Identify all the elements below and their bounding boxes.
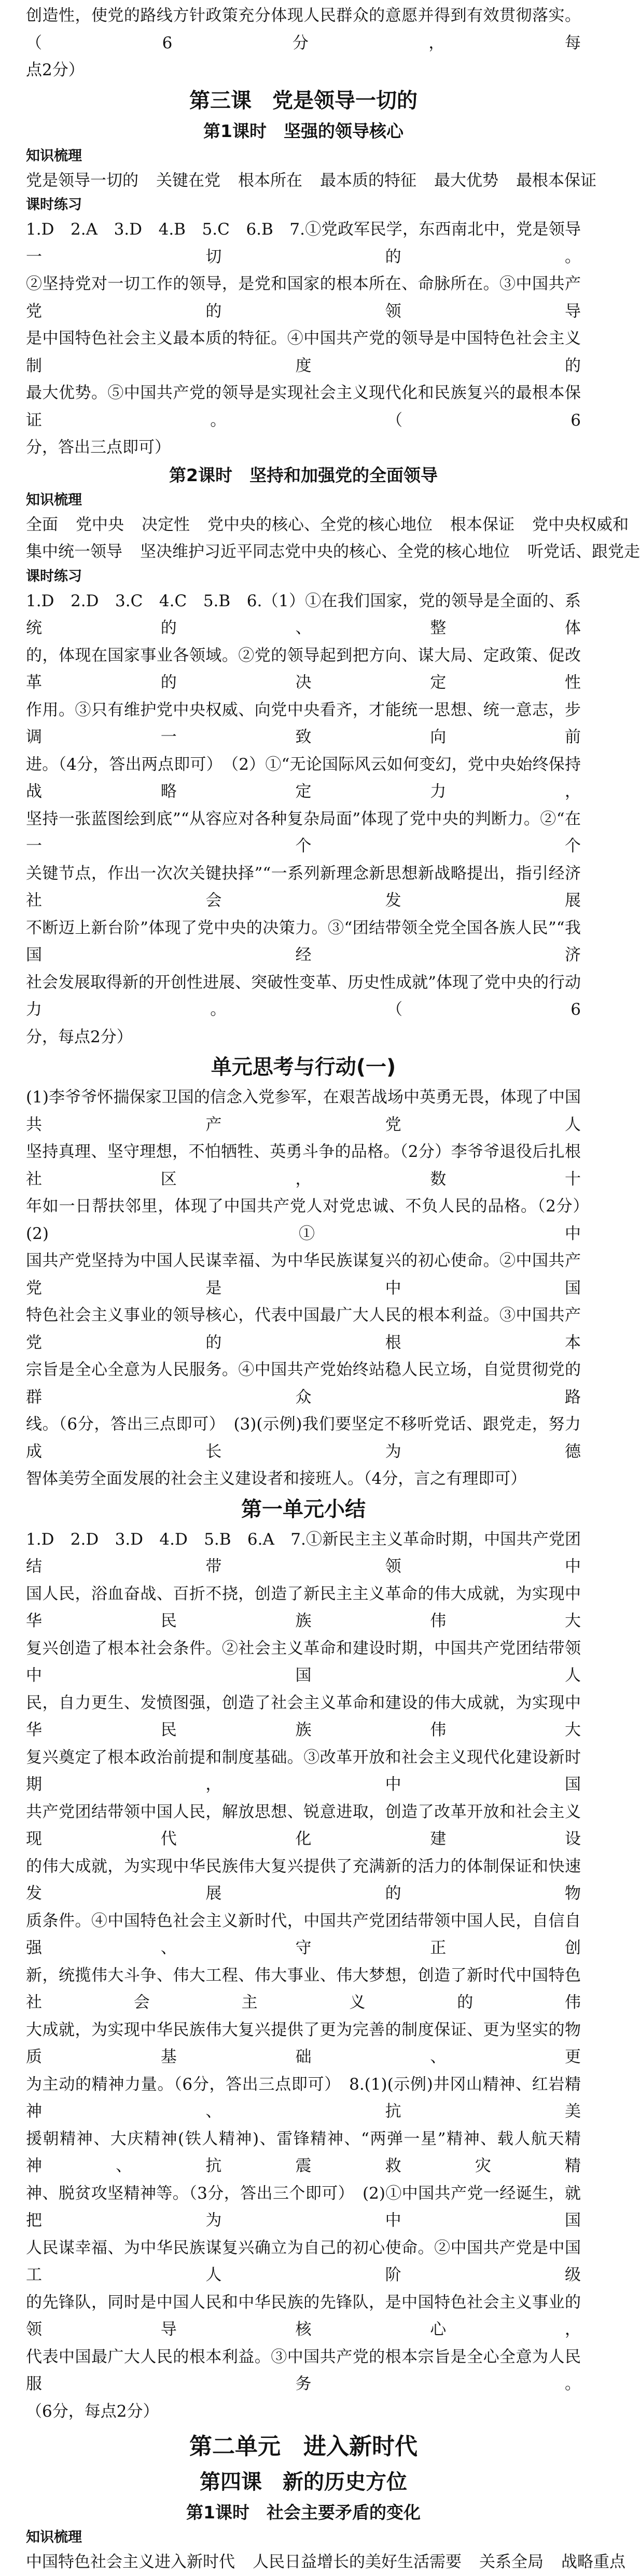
text-line: 关键节点，作出一次次关键抉择”“一系列新理念新思想新战略提出，指引经济社会发展 xyxy=(26,864,581,910)
text-line: 的，体现在国家事业各领域。②党的领导起到把方向、谋大局、定政策、促改革的决定性 xyxy=(26,646,581,692)
keyword: 人民日益增长的美好生活需要 xyxy=(253,2553,462,2571)
text-line: 的伟大成就，为实现中华民族伟大复兴提供了充满新的活力的体制保证和快速发展的物 xyxy=(26,1857,581,1903)
keyword: 听党话、跟党走 xyxy=(527,542,640,561)
keyword: 中国特色社会主义进入新时代 xyxy=(26,2553,235,2571)
lesson-3-period-1-title: 第1课时 坚强的领导核心 xyxy=(203,120,404,141)
text-line: 复兴创造了根本社会条件。②社会主义革命和建设时期，中国共产党团结带领中国人 xyxy=(26,1639,581,1685)
lesson-3-title: 第三课 党是领导一切的 xyxy=(189,88,418,113)
text-line: 坚持真理、坚守理想，不怕牺牲、英勇斗争的品格。（2分）李爷爷退役后扎根社区，数十 xyxy=(26,1142,581,1189)
keyword: 党中央权威和 xyxy=(532,515,629,534)
lesson-3-period-2-title: 第2课时 坚持和加强党的全面领导 xyxy=(169,465,438,485)
text-line: （6分，每点2分） xyxy=(26,2402,159,2421)
keyword-row xyxy=(26,538,640,566)
text-line: 人民谋幸福、为中华民族谋复兴确立为自己的初心使命。②中国共产党是中国工人阶级 xyxy=(26,2238,581,2284)
text-line: 坚持一张蓝图绘到底”“从容应对各种复杂局面”体现了党中央的判断力。②“在一个个 xyxy=(26,809,581,855)
keyword: 坚决维护习近平同志党中央的核心、全党的核心地位 xyxy=(140,542,510,561)
knowledge-review-label: 知识梳理 xyxy=(26,147,82,164)
text-line: 代表中国最广大人民的根本利益。③中国共产党的根本宗旨是全心全意为人民服务。 xyxy=(26,2347,581,2393)
keyword: 最本质的特征 xyxy=(320,171,416,190)
text-line: 质条件。④中国特色社会主义新时代，中国共产党团结带领中国人民，自信自强、守正创 xyxy=(26,1911,581,1957)
keyword: 最大优势 xyxy=(434,171,498,190)
keyword: 党中央 xyxy=(76,515,124,534)
keyword: 根本所在 xyxy=(238,171,302,190)
text-line: 国人民，浴血奋战、百折不挠，创造了新民主主义革命的伟大成就，为实现中华民族伟大 xyxy=(26,1584,581,1630)
text-line: 民，自力更生、发愤图强，创造了社会主义革命和建设的伟大成就，为实现中华民族伟大 xyxy=(26,1693,581,1739)
knowledge-review-label: 知识梳理 xyxy=(26,2529,82,2545)
keyword: 党是领导一切的 xyxy=(26,171,138,190)
knowledge-review-label: 知识梳理 xyxy=(26,492,82,508)
text-line: 的先锋队，同时是中国人民和中华民族的先锋队，是中国特色社会主义事业的领导核心， xyxy=(26,2293,581,2339)
text-line: 1.D 2.A 3.D 4.B 5.C 6.B 7.①党政军民学，东西南北中，党是领导一切的。 xyxy=(26,220,581,266)
text-line: 不断迈上新台阶”体现了党中央的决策力。③“团结带领全党全国各族人民”“我国经济 xyxy=(26,918,581,964)
text-line: 创造性，使党的路线方针政策充分体现人民群众的意愿并得到有效贯彻落实。（6分，每 xyxy=(26,6,581,52)
text-line: 线。（6分，答出三点即可） (3)(示例)我们要坚定不移听党话、跟党走，努力成长为德 xyxy=(26,1415,581,1461)
keyword: 决定性 xyxy=(142,515,190,534)
unit-summary-title: 第一单元小结 xyxy=(241,1497,366,1521)
keyword: 集中统一领导 xyxy=(26,542,122,561)
lesson-4-period-1-title: 第1课时 社会主要矛盾的变化 xyxy=(186,2502,421,2523)
text-line: 新，统揽伟大斗争、伟大工程、伟大事业、伟大梦想，创造了新时代中国特色社会主义的伟 xyxy=(26,1966,581,2012)
knowledge-keywords xyxy=(26,2548,625,2576)
unit-think-answers xyxy=(26,1084,597,1493)
knowledge-keywords xyxy=(26,511,640,566)
knowledge-keywords xyxy=(26,167,596,195)
text-line: 为主动的精神力量。（6分，答出三点即可） 8.(1)(示例)井冈山精神、红岩精神、抗美 xyxy=(26,2075,581,2121)
text-line: 分，每点2分） xyxy=(26,1027,133,1046)
text-line: 分，答出三点即可） xyxy=(26,438,171,457)
unit-think-title: 单元思考与行动(一) xyxy=(211,1055,396,1079)
text-line: 援朝精神、大庆精神(铁人精神)、雷锋精神、“两弹一星”精神、载人航天精神、抗震救灾精 xyxy=(26,2129,581,2175)
text-line: 点2分） xyxy=(26,61,85,79)
period-exercise-label: 课时练习 xyxy=(26,568,82,584)
text-line: 进。（4分，答出两点即可） （2）①“无论国际风云如何变幻，党中央始终保持战略定力， xyxy=(26,755,581,801)
text-line: 1.D 2.D 3.D 4.D 5.B 6.A 7.①新民主主义革命时期，中国共产党团结带领中 xyxy=(26,1530,581,1576)
period-exercise-answers xyxy=(26,216,581,461)
text-line: 大成就，为实现中华民族伟大复兴提供了更为完善的制度保证、更为坚实的物质基础、更 xyxy=(26,2020,581,2066)
text-line: ②坚持党对一切工作的领导，是党和国家的根本所在、命脉所在。③中国共产党的领导 xyxy=(26,275,581,321)
unit-summary-answers xyxy=(26,1526,581,2425)
keyword-row xyxy=(26,511,629,539)
keyword: 战略重点 xyxy=(561,2553,625,2571)
keyword: 根本保证 xyxy=(450,515,514,534)
text-line: 共产党团结带领中国人民，解放思想、锐意进取，创造了改革开放和社会主义现代化建设 xyxy=(26,1802,581,1848)
period-exercise-label: 课时练习 xyxy=(26,197,82,213)
text-line: 特色社会主义事业的领导核心，代表中国最广大人民的根本利益。③中国共产党的根本 xyxy=(26,1306,581,1352)
text-line: 最大优势。⑤中国共产党的领导是实现社会主义现代化和民族复兴的最根本保证。（6 xyxy=(26,384,581,430)
period-exercise-answers xyxy=(26,588,581,1051)
text-line: (1)李爷爷怀揣保家卫国的信念入党参军，在艰苦战场中英勇无畏，体现了中国共产党人 xyxy=(26,1088,581,1134)
text-line: 智体美劳全面发展的社会主义建设者和接班人。（4分，言之有理即可） xyxy=(26,1469,527,1488)
text-line: 复兴奠定了根本政治前提和制度基础。③改革开放和社会主义现代化建设新时期，中国 xyxy=(26,1748,581,1794)
text-line: 作用。③只有维护党中央权威、向党中央看齐，才能统一思想、统一意志，步调一致向前 xyxy=(26,700,581,746)
keyword: 党中央的核心、全党的核心地位 xyxy=(207,515,433,534)
keyword: 关键在党 xyxy=(156,171,220,190)
keyword: 全面 xyxy=(26,515,58,534)
text-line: 宗旨是全心全意为人民服务。④中国共产党始终站稳人民立场，自觉贯彻党的群众路 xyxy=(26,1360,581,1407)
text-line: 是中国特色社会主义最本质的特征。④中国共产党的领导是中国特色社会主义制度的 xyxy=(26,329,581,375)
keyword: 最根本保证 xyxy=(516,171,596,190)
text-line: 神、脱贫攻坚精神等。（3分，答出三个即可） (2)①中国共产党一经诞生，就把为中国 xyxy=(26,2184,581,2230)
text-line: 国共产党坚持为中国人民谋幸福、为中华民族谋复兴的初心使命。②中国共产党是中国 xyxy=(26,1251,581,1298)
continued-answer xyxy=(26,2,581,84)
keyword: 关系全局 xyxy=(479,2553,544,2571)
text-line: 年如一日帮扶邻里，体现了中国共产党人对党忠诚、不负人民的品格。（2分） (2)①中 xyxy=(26,1197,597,1243)
text-line: 1.D 2.D 3.C 4.C 5.B 6.（1）①在我们国家，党的领导是全面的、系统的、整体 xyxy=(26,591,581,637)
unit-2-title: 第二单元 进入新时代 xyxy=(189,2433,418,2460)
lesson-4-title: 第四课 新的历史方位 xyxy=(200,2470,407,2494)
text-line: 社会发展取得新的开创性进展、突破性变革、历史性成就”体现了党中央的行动力。（6 xyxy=(26,973,581,1019)
